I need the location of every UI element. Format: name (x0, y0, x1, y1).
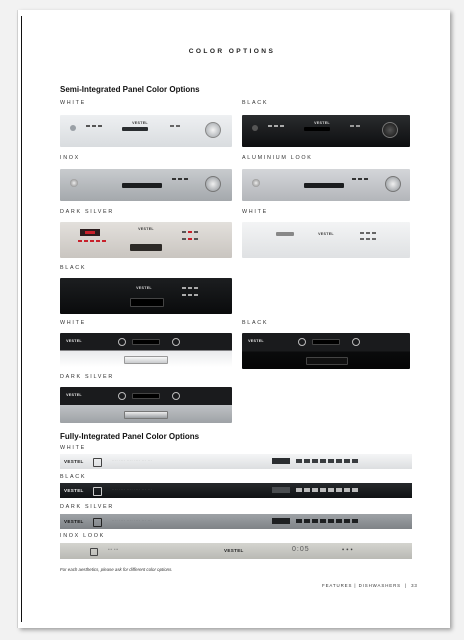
strip-display (272, 518, 290, 524)
display-digits: 0:05 (292, 546, 310, 553)
page-title: COLOR OPTIONS (188, 48, 276, 55)
label-semi-black-3: BLACK (242, 320, 269, 326)
brand-logo: VESTEL (224, 548, 244, 553)
label-semi-white-3: WHITE (60, 320, 86, 326)
panel-semi-inox (60, 169, 232, 201)
brand-logo: VESTEL (138, 227, 154, 231)
strip-display (272, 458, 290, 464)
strip-fully-white (60, 454, 412, 469)
binding-line (21, 16, 22, 622)
label-fully-white: WHITE (60, 445, 86, 451)
panel-display (304, 127, 330, 131)
label-fully-inox: INOX LOOK (60, 533, 105, 539)
panel-display (132, 393, 160, 399)
panel-buttons (350, 125, 360, 127)
panel-buttons (172, 178, 188, 180)
panel-semi-white (60, 115, 232, 147)
panel-knob (172, 392, 180, 400)
panel-buttons (182, 238, 198, 240)
brand-logo: VESTEL (66, 339, 82, 343)
panel-buttons (86, 125, 102, 127)
panel-knob (252, 125, 258, 131)
strip-fully-dark-silver (60, 514, 412, 529)
strip-fully-inox (60, 543, 412, 559)
page-number: 33 (411, 583, 418, 588)
panel-buttons (360, 232, 376, 234)
power-button (93, 518, 102, 527)
footer-category: DISHWASHERS (358, 583, 402, 588)
panel-knob (118, 338, 126, 346)
program-dial (382, 122, 398, 138)
label-semi-dark-silver-2: DARK SILVER (60, 374, 114, 380)
strip-buttons (296, 459, 358, 463)
panel-knob (118, 392, 126, 400)
label-semi-white-2: WHITE (242, 209, 268, 215)
panel-knob (70, 125, 76, 131)
footnote: For each aesthetics, please ask for different color options. (60, 567, 173, 572)
panel-knob (352, 338, 360, 346)
power-button (93, 487, 102, 496)
panel-knob (298, 338, 306, 346)
panel-handle (124, 411, 168, 419)
footer-separator: | (405, 583, 408, 588)
program-dial (205, 122, 221, 138)
strip-fully-black (60, 483, 412, 498)
panel-semi-black-3 (242, 333, 410, 369)
panel-buttons (352, 178, 368, 180)
label-semi-black-1: BLACK (242, 100, 269, 106)
brand-logo: VESTEL (136, 286, 152, 290)
panel-buttons (182, 287, 198, 289)
program-dial (205, 176, 221, 192)
brand-logo: VESTEL (66, 393, 82, 397)
panel-semi-black (242, 115, 410, 147)
strip-buttons (296, 519, 358, 523)
panel-buttons (182, 231, 198, 233)
panel-buttons (170, 125, 180, 127)
panel-knob (252, 179, 260, 187)
page-footer: FEATURES | DISHWASHERS | 33 (322, 583, 418, 588)
panel-semi-white-2 (242, 222, 410, 258)
power-button (93, 458, 102, 467)
strip-buttons (296, 488, 358, 492)
panel-semi-dark-silver-2 (60, 387, 232, 423)
program-row: · · · · · · · · · · · · · · · · · · · · · · (112, 519, 152, 522)
panel-handle (124, 356, 168, 364)
panel-buttons (182, 294, 198, 296)
semi-integrated-title: Semi-Integrated Panel Color Options (60, 85, 200, 94)
panel-handle (130, 298, 164, 307)
panel-display (276, 232, 294, 236)
strip-display (272, 487, 290, 493)
red-display-digits (85, 231, 95, 234)
control-icons: ◉ ◉ ◉ (342, 548, 353, 551)
panel-knob (172, 338, 180, 346)
program-row: · · · · · · · · · · · · · · · · · · · · · · (112, 488, 152, 491)
brand-logo: VESTEL (314, 121, 330, 125)
label-fully-dark-silver: DARK SILVER (60, 504, 114, 510)
brand-logo: VESTEL (132, 121, 148, 125)
label-fully-black: BLACK (60, 474, 87, 480)
program-row: · · · · · · · · · · · · · · · · · · · · · · (112, 459, 152, 462)
footer-section: FEATURES (322, 583, 353, 588)
brand-logo: VESTEL (64, 519, 84, 524)
label-semi-inox: INOX (60, 155, 80, 161)
label-semi-dark-silver-1: DARK SILVER (60, 209, 114, 215)
program-dial (385, 176, 401, 192)
program-row: ▪ ▪ ▪ ▪ ▪ ▪ (108, 548, 119, 551)
panel-semi-dark-silver (60, 222, 232, 258)
panel-display (312, 339, 340, 345)
panel-semi-white-3 (60, 333, 232, 367)
panel-display (132, 339, 160, 345)
power-button (90, 548, 98, 556)
brand-logo: VESTEL (64, 459, 84, 464)
panel-display (304, 183, 344, 188)
panel-knob (70, 179, 78, 187)
panel-display (122, 127, 148, 131)
panel-buttons (360, 238, 376, 240)
label-semi-white-1: WHITE (60, 100, 86, 106)
panel-buttons (78, 240, 106, 242)
fully-integrated-title: Fully-Integrated Panel Color Options (60, 432, 200, 441)
panel-handle (306, 357, 348, 365)
panel-semi-aluminium (242, 169, 410, 201)
panel-semi-black-2 (60, 278, 232, 314)
brand-logo: VESTEL (248, 339, 264, 343)
panel-display (122, 183, 162, 188)
brand-logo: VESTEL (64, 488, 84, 493)
label-semi-aluminium: ALUMINIUM LOOK (242, 155, 313, 161)
panel-buttons (268, 125, 284, 127)
panel-handle (130, 244, 162, 251)
brand-logo: VESTEL (318, 232, 334, 236)
label-semi-black-2: BLACK (60, 265, 87, 271)
